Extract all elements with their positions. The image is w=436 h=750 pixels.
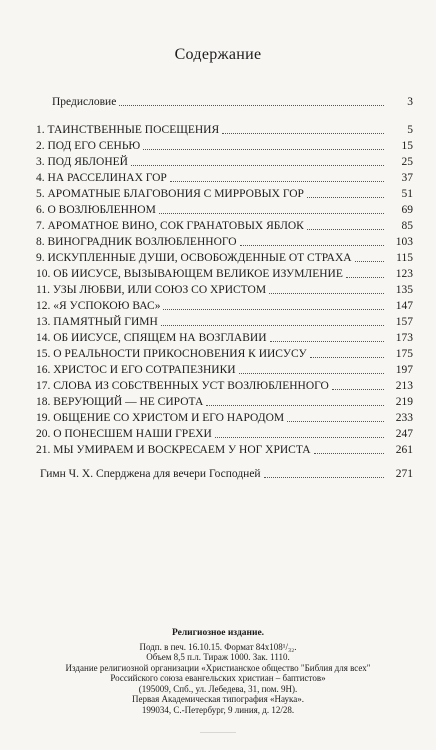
toc-entry [36,170,413,186]
toc-label: 21. МЫ УМИРАЕМ И ВОСКРЕСАЕМ У НОГ ХРИСТА [36,444,311,456]
toc-entry [36,330,413,346]
toc-label: 6. О ВОЗЛЮБЛЕННОМ [36,204,156,216]
toc-entry [36,266,413,282]
toc-entry [36,362,413,378]
toc-entry [36,250,413,266]
toc-page-number: 219 [395,396,413,408]
toc-entry [36,298,413,314]
toc-label: 3. ПОД ЯБЛОНЕЙ [36,156,128,168]
leader-dots [269,292,384,294]
bleed-through-mark [200,720,236,733]
toc-label: 11. УЗЫ ЛЮБВИ, ИЛИ СОЮЗ СО ХРИСТОМ [36,284,267,296]
toc-preface [36,94,413,110]
leader-dots [215,436,384,438]
toc-page-number: 233 [395,412,413,424]
toc-entry [36,138,413,154]
leader-dots [159,212,384,214]
colophon-line: Российского союза евангельских христиан – баптистов» [110,673,326,683]
leader-dots [307,196,384,198]
toc-label: 4. НА РАССЕЛИНАХ ГОР [36,172,167,184]
toc-page-number: 25 [401,156,413,168]
colophon [0,628,436,715]
toc-row-hymn [36,466,413,482]
toc-page-number: 123 [395,268,413,280]
toc-label: 2. ПОД ЕГО СЕНЬЮ [36,140,141,152]
leader-dots [287,420,384,422]
toc-entry [36,410,413,426]
leader-dots [346,276,384,278]
toc-label: 19. ОБЩЕНИЕ СО ХРИСТОМ И ЕГО НАРОДОМ [36,412,285,424]
toc-label: Предисловие [52,96,117,108]
toc-label: 13. ПАМЯТНЫЙ ГИМН [36,316,158,328]
toc-entry [36,346,413,362]
colophon-line: Подп. в печ. 16.10.15. Формат 84х108¹/₃₂. [139,641,297,652]
leader-dots [222,132,384,134]
toc-label: 10. ОБ ИИСУСЕ, ВЫЗЫВАЮЩЕМ ВЕЛИКОЕ ИЗУМЛЕНИЕ [36,268,343,280]
colophon-heading: Религиозное издание. [171,628,265,638]
toc-page-number: 213 [395,380,413,392]
toc-label: 1. ТАИНСТВЕННЫЕ ПОСЕЩЕНИЯ [36,124,220,136]
leader-dots [264,476,384,478]
toc-page-number: 247 [395,428,413,440]
page-title: Содержание [174,46,262,63]
leader-dots [332,388,384,390]
leader-dots [131,164,384,166]
toc-label: 16. ХРИСТОС И ЕГО СОТРАПЕЗНИКИ [36,364,236,376]
toc-entry [36,314,413,330]
toc-page-number: 261 [395,444,413,456]
toc-entry [36,186,413,202]
toc-entry [36,394,413,410]
toc-entry [36,154,413,170]
toc-page-number: 147 [395,300,413,312]
leader-dots [163,308,384,310]
toc-list [36,122,413,458]
toc-label: 20. О ПОНЕСШЕМ НАШИ ГРЕХИ [36,428,212,440]
colophon-line: Первая Академическая типография «Наука». [132,694,304,704]
toc-label: 14. ОБ ИИСУСЕ, СПЯЩЕМ НА ВОЗГЛАВИИ [36,332,267,344]
toc-page-number: 103 [395,236,413,248]
leader-dots [314,452,384,454]
toc-entry [36,442,413,458]
leader-dots [355,260,384,262]
toc-entry [36,202,413,218]
leader-dots [239,372,384,374]
toc-entry [36,234,413,250]
toc-page-number: 157 [395,316,413,328]
toc-page-number: 51 [401,188,413,200]
toc-page-number: 175 [395,348,413,360]
toc-entry [36,282,413,298]
colophon-line: 199034, С.-Петербург, 9 линия, д. 12/28. [141,704,295,715]
toc-page-number: 197 [395,364,413,376]
toc-label: 5. АРОМАТНЫЕ БЛАГОВОНИЯ С МИРРОВЫХ ГОР [36,188,304,200]
leader-dots [170,180,384,182]
colophon-line: (195009, Спб., ул. Лебедева, 31, пом. 9Н). [138,683,298,694]
toc-label: 12. «Я УСПОКОЮ ВАС» [36,300,161,312]
leader-dots [310,356,384,358]
toc-page-number: 85 [401,220,413,232]
toc-page-number: 5 [407,124,413,136]
toc-label: 7. АРОМАТНОЕ ВИНО, СОК ГРАНАТОВЫХ ЯБЛОК [36,220,304,232]
toc-entry [36,218,413,234]
toc-label: 18. ВЕРУЮЩИЙ — НЕ СИРОТА [36,396,204,408]
leader-dots [240,244,384,246]
toc-page-number: 69 [401,204,413,216]
colophon-line: Объем 8,5 п.л. Тираж 1000. Зак. 1110. [146,652,290,662]
toc-page-number: 173 [395,332,413,344]
toc-entry [36,378,413,394]
toc-entry [36,122,413,138]
toc-page-number: 15 [401,140,413,152]
toc-hymn [36,466,413,482]
toc-page-number: 271 [395,468,413,480]
toc-label: 8. ВИНОГРАДНИК ВОЗЛЮБЛЕННОГО [36,236,237,248]
leader-dots [161,324,384,326]
toc-label: 9. ИСКУПЛЕННЫЕ ДУШИ, ОСВОБОЖДЕННЫЕ ОТ СТРАХА [36,252,352,264]
toc-label: 15. О РЕАЛЬНОСТИ ПРИКОСНОВЕНИЯ К ИИСУСУ [36,348,307,360]
toc-page-number: 135 [395,284,413,296]
leader-dots [307,228,384,230]
toc-page-number: 115 [396,252,413,264]
leader-dots [206,404,384,406]
toc-label: Гимн Ч. Х. Сперджена для вечери Господней [40,468,261,480]
toc-row-preface [36,94,413,110]
toc-entry [36,426,413,442]
colophon-line: Издание религиозной организации «Христианское общество "Библия для всех" [65,662,371,673]
toc-page-number: 37 [401,172,413,184]
leader-dots [119,104,384,106]
leader-dots [270,340,384,342]
bleed-through-text [30,6,406,20]
toc-label: 17. СЛОВА ИЗ СОБСТВЕННЫХ УСТ ВОЗЛЮБЛЕННОГО [36,380,329,392]
leader-dots [143,148,384,150]
toc-page-number: 3 [407,96,413,108]
